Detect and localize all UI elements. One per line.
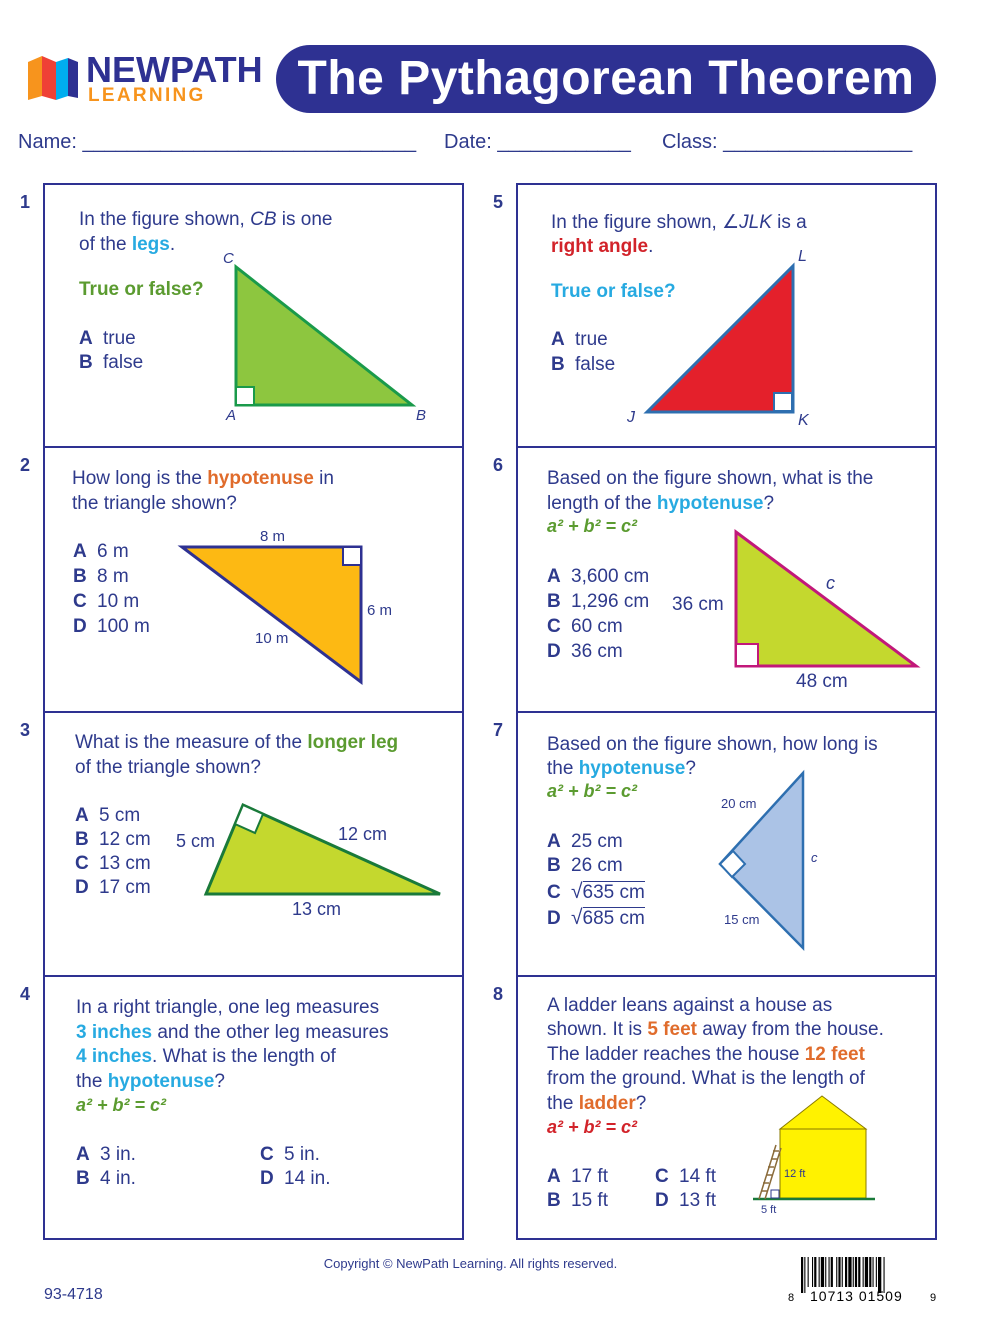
answer-option-b[interactable]: B 8 m — [73, 566, 129, 587]
question-text: Based on the figure shown, what is the — [547, 468, 874, 489]
barcode-bar — [831, 1257, 833, 1287]
answer-option-b[interactable]: B 1,296 cm — [547, 591, 650, 612]
side-label-top: 8 m — [260, 528, 286, 545]
question-number: 7 — [493, 720, 504, 740]
side-label-hypotenuse: c — [826, 573, 835, 593]
question-text: shown. It is 5 feet away from the house. — [547, 1019, 884, 1040]
question-text: right angle. — [551, 236, 654, 257]
barcode-bar — [819, 1257, 820, 1287]
question-number: 2 — [20, 455, 31, 475]
answer-option-a[interactable]: A 6 m — [73, 541, 129, 562]
answer-option-a[interactable]: A 25 cm — [547, 831, 623, 852]
question-text: the ladder? — [547, 1093, 647, 1114]
side-label-top: 20 cm — [721, 796, 757, 811]
barcode-digit-right: 9 — [930, 1292, 937, 1304]
triangle-shape — [647, 266, 793, 412]
side-label-left: 36 cm — [672, 594, 724, 615]
class-field[interactable]: Class: _________________ — [662, 131, 913, 153]
right-angle-marker — [343, 547, 361, 565]
answer-option-d[interactable]: D √685 cm — [547, 906, 645, 929]
answer-option-c[interactable]: C 60 cm — [547, 616, 623, 637]
side-label-bottom: 15 cm — [724, 912, 760, 927]
logo-text-bottom: LEARNING — [88, 85, 206, 106]
answer-option-a[interactable]: A 3,600 cm — [547, 566, 650, 587]
barcode-bar — [863, 1257, 864, 1287]
barcode-bar — [876, 1257, 877, 1287]
answer-option-d[interactable]: D 36 cm — [547, 641, 623, 662]
barcode-bar — [869, 1257, 871, 1287]
question-number: 5 — [493, 192, 504, 212]
answer-option-a[interactable]: A true — [79, 328, 136, 349]
barcode-digits: 10713 01509 — [810, 1288, 903, 1304]
barcode-bar — [829, 1257, 830, 1287]
question-text: the hypotenuse? — [547, 758, 696, 779]
vertex-label-b: B — [416, 407, 427, 424]
answer-option-a[interactable]: A 17 ft — [547, 1166, 608, 1187]
barcode-bar — [838, 1257, 840, 1287]
question-text: from the ground. What is the length of — [547, 1068, 865, 1089]
question-text: In the figure shown, ∠JLK is a — [551, 212, 807, 233]
barcode-bar — [808, 1257, 809, 1287]
answer-option-b[interactable]: B 4 in. — [76, 1168, 136, 1189]
answer-option-c[interactable]: C √635 cm — [547, 880, 645, 903]
answer-option-d[interactable]: D 100 m — [73, 616, 150, 637]
vertex-label-a: A — [226, 407, 237, 424]
side-label-hypotenuse: c — [811, 850, 818, 865]
height-label: 12 ft — [784, 1168, 806, 1180]
triangle-figure — [175, 525, 415, 695]
question-text: What is the measure of the longer leg — [75, 732, 399, 753]
formula: a² + b² = c² — [547, 516, 638, 536]
vertex-label-k: K — [798, 412, 809, 429]
square-root-symbol: √ — [571, 880, 583, 903]
copyright: Copyright © NewPath Learning. All rights reserved. — [323, 1256, 618, 1271]
answer-option-c[interactable]: C 5 in. — [260, 1144, 320, 1165]
barcode-bar — [853, 1257, 854, 1287]
barcode-bar — [842, 1257, 843, 1287]
answer-option-a[interactable]: A 3 in. — [76, 1144, 136, 1165]
logo-text-top: NEWPATH — [86, 49, 263, 90]
barcode-bar — [812, 1257, 813, 1287]
question-text: of the triangle shown? — [75, 757, 261, 778]
triangle-shape — [736, 532, 916, 666]
question-text: The ladder reaches the house 12 feet — [547, 1044, 865, 1065]
question-prompt: True or false? — [79, 279, 204, 300]
question-text: length of the hypotenuse? — [547, 493, 775, 514]
answer-option-b[interactable]: B 15 ft — [547, 1190, 608, 1211]
question-text: In the figure shown, CB is one — [79, 209, 333, 230]
question-text: A ladder leans against a house as — [547, 995, 833, 1016]
question-text: of the legs. — [79, 234, 176, 255]
vertex-label-l: L — [798, 248, 807, 265]
side-label-hypotenuse: 13 cm — [292, 899, 342, 919]
triangle-shape — [236, 267, 412, 405]
vertex-label-j: J — [627, 409, 635, 426]
answer-option-b[interactable]: B 12 cm — [75, 829, 151, 850]
question-number: 6 — [493, 455, 504, 475]
answer-option-b[interactable]: B false — [551, 354, 616, 375]
formula: a² + b² = c² — [76, 1095, 167, 1115]
question-prompt: True or false? — [551, 281, 676, 302]
answer-option-a[interactable]: A true — [551, 329, 608, 350]
barcode-digit-left: 8 — [788, 1292, 795, 1304]
barcode-bar — [821, 1257, 824, 1287]
formula: a² + b² = c² — [547, 1117, 638, 1137]
date-field[interactable]: Date: ____________ — [444, 131, 631, 153]
triangle-figure — [170, 795, 460, 919]
barcode-bar — [825, 1257, 826, 1287]
question-text: 4 inches. What is the length of — [76, 1046, 336, 1067]
barcode-bar — [873, 1257, 874, 1287]
question-number: 1 — [20, 192, 31, 212]
square-root-symbol: √ — [571, 906, 583, 929]
barcode-bar — [814, 1257, 816, 1287]
page-title: The Pythagorean Theorem — [276, 45, 936, 113]
base-label: 5 ft — [761, 1204, 777, 1216]
answer-option-d[interactable]: D 13 ft — [655, 1190, 716, 1211]
answer-option-d[interactable]: D 17 cm — [75, 877, 151, 898]
barcode-bar — [848, 1257, 851, 1287]
side-label-right: 6 m — [367, 602, 393, 619]
answer-option-c[interactable]: C 13 cm — [75, 853, 151, 874]
vertex-label-c: C — [223, 250, 234, 267]
question-number: 3 — [20, 720, 31, 740]
question-text: the triangle shown? — [72, 493, 237, 514]
side-label-long: 12 cm — [338, 824, 388, 844]
side-label-bottom: 48 cm — [796, 671, 848, 692]
product-code: 93-4718 — [44, 1286, 103, 1303]
side-label-hypotenuse: 10 m — [255, 630, 289, 647]
question-number: 8 — [493, 984, 504, 1004]
house-ladder-figure — [745, 1093, 885, 1218]
triangle-shape — [182, 547, 361, 682]
answer-option-b[interactable]: B 26 cm — [547, 855, 623, 876]
question-text: Based on the figure shown, how long is — [547, 734, 878, 755]
house-roof — [780, 1096, 866, 1129]
triangle-figure — [620, 245, 820, 435]
barcode-bar — [804, 1257, 805, 1293]
question-number: 4 — [20, 984, 31, 1004]
barcode-bar — [865, 1257, 868, 1287]
house-wall — [780, 1129, 866, 1198]
right-angle-marker — [736, 644, 758, 666]
triangle-figure — [670, 525, 950, 695]
right-angle-marker — [771, 1190, 779, 1198]
barcode-bar — [801, 1257, 803, 1293]
answer-option-c[interactable]: C 14 ft — [655, 1166, 716, 1187]
barcode-bar — [845, 1257, 847, 1287]
book-logo-icon — [24, 52, 84, 102]
answer-option-a[interactable]: A 5 cm — [75, 805, 141, 826]
question-text: How long is the hypotenuse in — [72, 468, 334, 489]
answer-option-d[interactable]: D 14 in. — [260, 1168, 331, 1189]
right-angle-marker — [236, 387, 254, 405]
barcode-bar — [836, 1257, 837, 1287]
barcode-bar — [855, 1257, 857, 1287]
name-field[interactable]: Name: ______________________________ — [18, 131, 417, 153]
question-text: In a right triangle, one leg measures — [76, 997, 380, 1018]
triangle-figure — [710, 765, 830, 955]
side-label-short: 5 cm — [176, 831, 216, 851]
question-text: the hypotenuse? — [76, 1071, 225, 1092]
barcode-bar — [858, 1257, 860, 1287]
formula: a² + b² = c² — [547, 781, 638, 801]
question-text: 3 inches and the other leg measures — [76, 1022, 389, 1043]
answer-option-c[interactable]: C 10 m — [73, 591, 140, 612]
right-angle-marker — [774, 393, 792, 411]
triangle-figure — [220, 250, 440, 430]
answer-option-b[interactable]: B false — [79, 352, 144, 373]
